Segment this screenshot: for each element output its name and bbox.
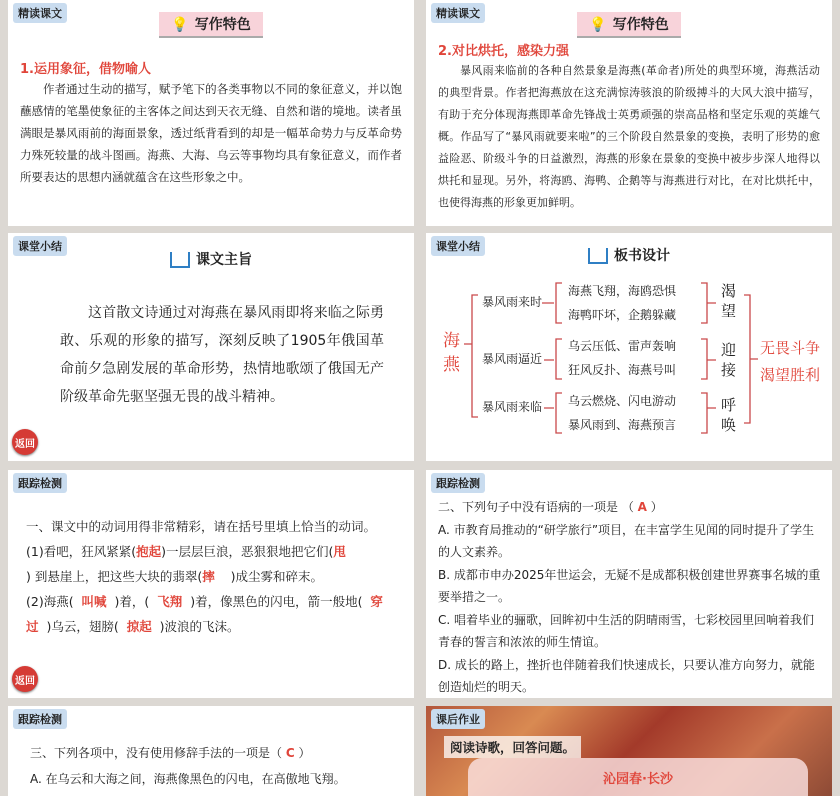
answer: A bbox=[637, 500, 647, 514]
question-text: 一、课文中的动词用得非常精彩，请在括号里填上恰当的动词。 (1)看吧，狂风紧紧(抱起)一层层巨浪，恶狠狠地把它们(甩 ) 到悬崖上，把这些大块的翡翠(摔 )成尘雾和碎末。 (2)海燕( 叫喊 )着，( 飞翔 )着，像黑色的闪电，箭一般地( 穿过 )乌云，翅膀( 掠起 )波浪的飞沫。 bbox=[26, 519, 383, 634]
option-a: A. 市教育局推动的“研学旅行”项目，在丰富学生见闻的同时提升了学生的人文素养。 bbox=[438, 522, 815, 559]
section-tag: 课后作业 bbox=[431, 709, 485, 729]
lightbulb-icon: 💡 bbox=[171, 17, 189, 33]
section-tag: 课堂小结 bbox=[13, 236, 67, 256]
slide-writing-features-1[interactable] bbox=[8, 0, 414, 226]
option-a: A. 在乌云和大海之间，海燕像黑色的闪电，在高傲地飞翔。 bbox=[30, 772, 346, 786]
poem-card bbox=[468, 758, 808, 796]
body-text: 暴风雨来临前的各种自然景象是海燕(革命者)所处的典型环境，海燕活动的典型背景。作者把海燕放在这充满惊涛骇浪的阶级搏斗的大风大浪中描写，有助于充分体现海燕即革命先锋战士英勇顽强的崇高品格和坚定乐观的英雄气概。作品写了“暴风雨就要来啦”的三个阶段自然景象的变换，表明了形势的愈益险恶、阶级斗争的日益激烈，海燕的形象在景象的变换中被步步深人地得以烘托和显现。另外，将海鸥、海鸭、企鹅等与海燕进行对比，在对比烘托中，也使得海燕的形象更加鲜明。 bbox=[438, 64, 820, 209]
question-block bbox=[30, 740, 404, 792]
stage-detail: 乌云燃烧、闪电游动 bbox=[568, 394, 677, 408]
slide-board-design[interactable] bbox=[426, 233, 832, 461]
section-tag: 跟踪检测 bbox=[431, 473, 485, 493]
stage-label: 暴风雨来时 bbox=[482, 295, 543, 309]
stage-detail: 海鸭吓坏，企鹅躲藏 bbox=[568, 308, 677, 322]
instruction: 阅读诗歌，回答问题。 bbox=[444, 736, 581, 758]
option-b: B. 成都市申办2025年世运会，无疑不是成都积极创建世界赛事名城的重要举措之一。 bbox=[438, 567, 821, 604]
option-c: C. 唱着毕业的骊歌，回眸初中生活的阴晴雨雪，七彩校园里回响着我们青春的誓言和浓浓的师生情谊。 bbox=[438, 612, 815, 649]
answer: 穿过 bbox=[26, 594, 383, 634]
slide-main-idea[interactable] bbox=[8, 233, 414, 461]
answer: C bbox=[285, 746, 295, 760]
stage-detail: 暴风雨到、海燕预言 bbox=[568, 418, 677, 432]
body-text: 作者通过生动的描写，赋予笔下的各类事物以不同的象征意义，并以饱蘸感情的笔墨使象征的主客体之间达到天衣无缝、自然和谐的境地。读者虽满眼是暴风雨前的海面景象，透过纸背看到的却是一幅革命势力与反革命势力殊死较量的战斗图画。海燕、大海、乌云等事物均具有象征意义，而作者所要表达的思想内涵就蕴含在这些形象之中。 bbox=[20, 82, 402, 184]
section-tag: 课堂小结 bbox=[431, 236, 485, 256]
section-tag: 精读课文 bbox=[431, 3, 485, 23]
slide-quiz-grammar[interactable] bbox=[426, 470, 832, 698]
stage-word: 呼唤 bbox=[721, 396, 737, 434]
lightbulb-icon: 💡 bbox=[589, 17, 607, 33]
slide-quiz-verbs[interactable] bbox=[8, 470, 414, 698]
stage-label: 暴风雨来临 bbox=[482, 400, 543, 414]
stage-word: 迎接 bbox=[721, 341, 737, 379]
option-d: D. 成长的路上，挫折也伴随着我们快速成长，只要认准方向努力，就能创造灿烂的明天。 bbox=[438, 657, 815, 694]
book-pen-icon bbox=[170, 252, 190, 268]
section-tag: 跟踪检测 bbox=[13, 473, 67, 493]
heading: 2.对比烘托，感染力强 bbox=[438, 44, 569, 59]
back-button[interactable]: 返回 bbox=[12, 666, 38, 692]
slide-homework[interactable] bbox=[426, 706, 832, 796]
back-button[interactable]: 返回 bbox=[12, 429, 38, 455]
slide-writing-features-2[interactable] bbox=[426, 0, 832, 226]
slide-title bbox=[8, 12, 414, 38]
slide-title: 板书设计 bbox=[426, 245, 832, 265]
section-tag: 跟踪检测 bbox=[13, 709, 67, 729]
answer: 甩 bbox=[333, 544, 346, 559]
root-label: 海燕 bbox=[443, 331, 460, 375]
question-block bbox=[438, 496, 822, 698]
slide-quiz-rhetoric[interactable] bbox=[8, 706, 414, 796]
stage-detail: 海燕飞翔，海鸥恐惧 bbox=[568, 284, 677, 298]
answer: 掠起 bbox=[126, 619, 152, 634]
stage-detail: 狂风反扑、海燕号叫 bbox=[568, 363, 677, 377]
stage-detail: 乌云压低、雷声轰响 bbox=[568, 339, 677, 353]
result-line: 无畏斗争 bbox=[760, 339, 821, 357]
result-line: 渴望胜利 bbox=[760, 366, 821, 384]
title-text: 写作特色 bbox=[612, 17, 669, 33]
question-text: 三、下列各项中，没有使用修辞手法的一项是（ C ） bbox=[30, 746, 311, 760]
slide-title bbox=[426, 12, 832, 38]
stage-label: 暴风雨逼近 bbox=[482, 352, 543, 366]
poem-title: 沁园春·长沙 bbox=[603, 772, 673, 787]
answer: 抱起 bbox=[136, 544, 162, 559]
answer: 叫喊 bbox=[81, 594, 107, 609]
slide-title: 课文主旨 bbox=[8, 249, 414, 269]
stage-word: 渴望 bbox=[721, 282, 737, 320]
title-text: 写作特色 bbox=[194, 17, 251, 33]
answer: 飞翔 bbox=[157, 594, 183, 609]
heading: 1.运用象征，借物喻人 bbox=[20, 62, 151, 77]
section-tag: 精读课文 bbox=[13, 3, 67, 23]
body-text: 这首散文诗通过对海燕在暴风雨即将来临之际勇敢、乐观的形象的描写，深刻反映了1905年俄国革命前夕急剧发展的革命形势，热情地歌颂了俄国无产阶级革命先驱坚强无畏的战斗精神。 bbox=[60, 305, 384, 405]
answer: 摔 bbox=[202, 569, 215, 584]
question-text: 二、下列句子中没有语病的一项是 （ A ） bbox=[438, 500, 663, 514]
